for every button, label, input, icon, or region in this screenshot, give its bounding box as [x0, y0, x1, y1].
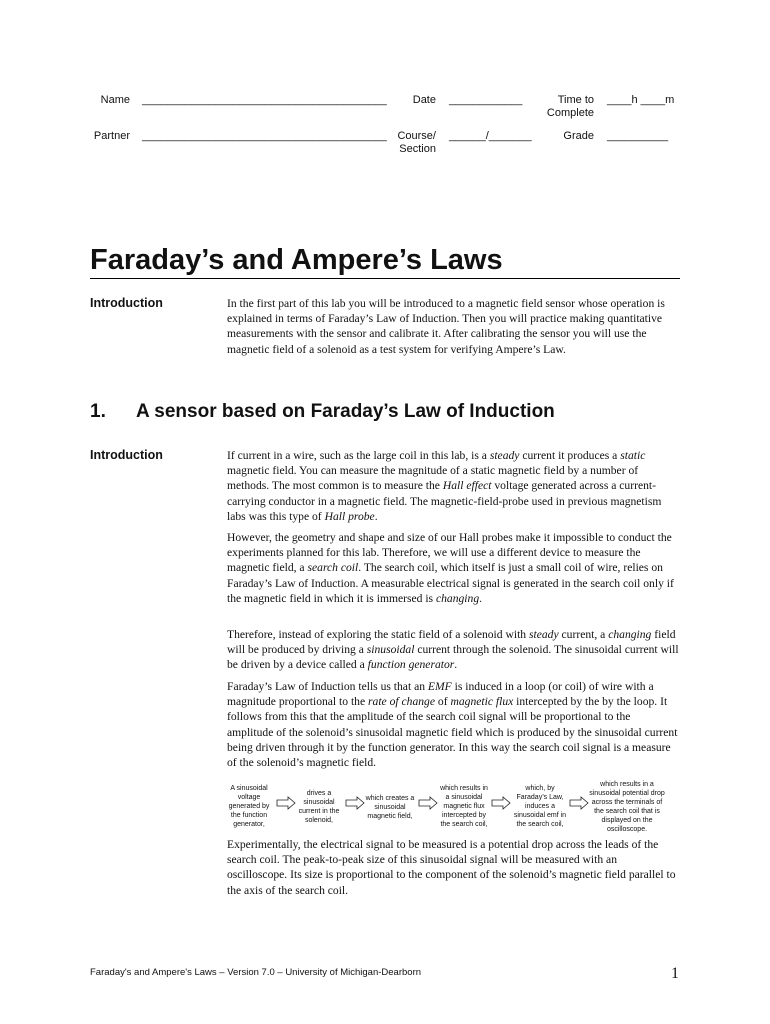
- flow-step-5: which, by Faraday’s Law, induces a sinusoidal emf in the search coil,: [513, 785, 567, 828]
- section-paragraph-4: Faraday’s Law of Induction tells us that an EMF is induced in a loop (or coil) of wire with a magnitude proportional to the rate of change of magnetic flux intercepted by the by the loop. It follows from this that the amplitude of the search coil signal will be proportional to the amplitude of the solenoid’s sinusoidal magnetic field which is produced by the sinusoidal current being driven through it by the function generator. In this way the search coil signal is a measure of the solenoid’s magnetic field.: [227, 680, 678, 770]
- intro-paragraph: In the first part of this lab you will be introduced to a magnetic field sensor whose operation is explained in terms of Faraday’s Law of Induction. Then you will practice making quantitative measurements with the sensor and calibrate it. After calibrating the sensor you will use the magnetic field of a solenoid as a test system for verifying Ampere’s Law.: [227, 297, 665, 356]
- name-field[interactable]: ________________________________________: [142, 94, 387, 106]
- flow-step-3: which creates a sinusoidal magnetic field,: [365, 795, 415, 820]
- flow-step-1: A sinusoidal voltage generated by the function generator,: [228, 785, 270, 828]
- footer-text: Faraday's and Ampere's Laws – Version 7.0 – University of Michigan-Dearborn: [90, 967, 422, 978]
- page-title: Faraday’s and Ampere’s Laws: [90, 243, 680, 279]
- section-number: 1.: [90, 401, 106, 422]
- date-label: Date: [412, 94, 436, 106]
- intro-side-label: Introduction: [90, 296, 163, 310]
- section-paragraph-2: However, the geometry and shape and size of our Hall probes make it impossible to conduct the experiments planned for this lab. Therefore, we will use a different device to measure the magnetic field, a search coil. The search coil, which itself is just a small coil of wire, relies on Faraday’s Law of Induction. A measurable electrical signal is generated in the search coil only if the magnetic field in which it is immersed is changing.: [227, 531, 674, 605]
- flow-step-2: drives a sinusoidal current in the solenoid,: [298, 790, 340, 824]
- name-label: Name: [100, 94, 130, 106]
- time-field[interactable]: ____h ____m: [607, 94, 675, 106]
- partner-field[interactable]: ________________________________________: [142, 130, 387, 142]
- grade-label: Grade: [563, 130, 594, 142]
- section-paragraph-3: Therefore, instead of exploring the static field of a solenoid with steady current, a changing field will be produced by driving a sinusoidal current through the solenoid. The sinusoidal current will be driven by a device called a function generator.: [227, 628, 679, 672]
- page-number: 1: [671, 965, 679, 982]
- section-paragraph-5: Experimentally, the electrical signal to be measured is a potential drop across the leads of the search coil. The peak-to-peak size of this sinusoidal signal will be measured with an oscilloscope. Its size is proportional to the component of the solenoid’s magnetic field parallel to the axis of the search coil.: [227, 838, 676, 897]
- grade-field[interactable]: __________: [607, 130, 669, 142]
- course-label: Course/ Section: [397, 130, 436, 155]
- partner-label: Partner: [93, 130, 130, 142]
- flow-arrow-icon: [276, 796, 296, 810]
- flow-arrow-icon: [569, 796, 589, 810]
- flow-step-4: which results in a sinusoidal magnetic flux intercepted by the search coil,: [440, 785, 488, 828]
- flow-arrow-icon: [345, 796, 365, 810]
- time-label: Time to Complete: [546, 94, 594, 119]
- flow-step-6: which results in a sinusoidal potential drop across the terminals of the search coil that is displayed on the oscilloscope.: [589, 781, 665, 833]
- section-title: A sensor based on Faraday’s Law of Induction: [136, 401, 555, 422]
- section-side-label: Introduction: [90, 448, 163, 462]
- section-paragraph-1: If current in a wire, such as the large coil in this lab, is a steady current it produces a static magnetic field. You can measure the magnitude of a static magnetic field by a number of methods. The most common is to measure the Hall effect voltage generated across a current-carrying conductor in a magnetic field. The magnetic-field-probe used in previous magnetism labs was this type of Hall probe.: [227, 449, 662, 523]
- course-field[interactable]: ______/_______: [449, 130, 532, 142]
- flow-arrow-icon: [418, 796, 438, 810]
- flow-arrow-icon: [491, 796, 511, 810]
- date-field[interactable]: ____________: [449, 94, 523, 106]
